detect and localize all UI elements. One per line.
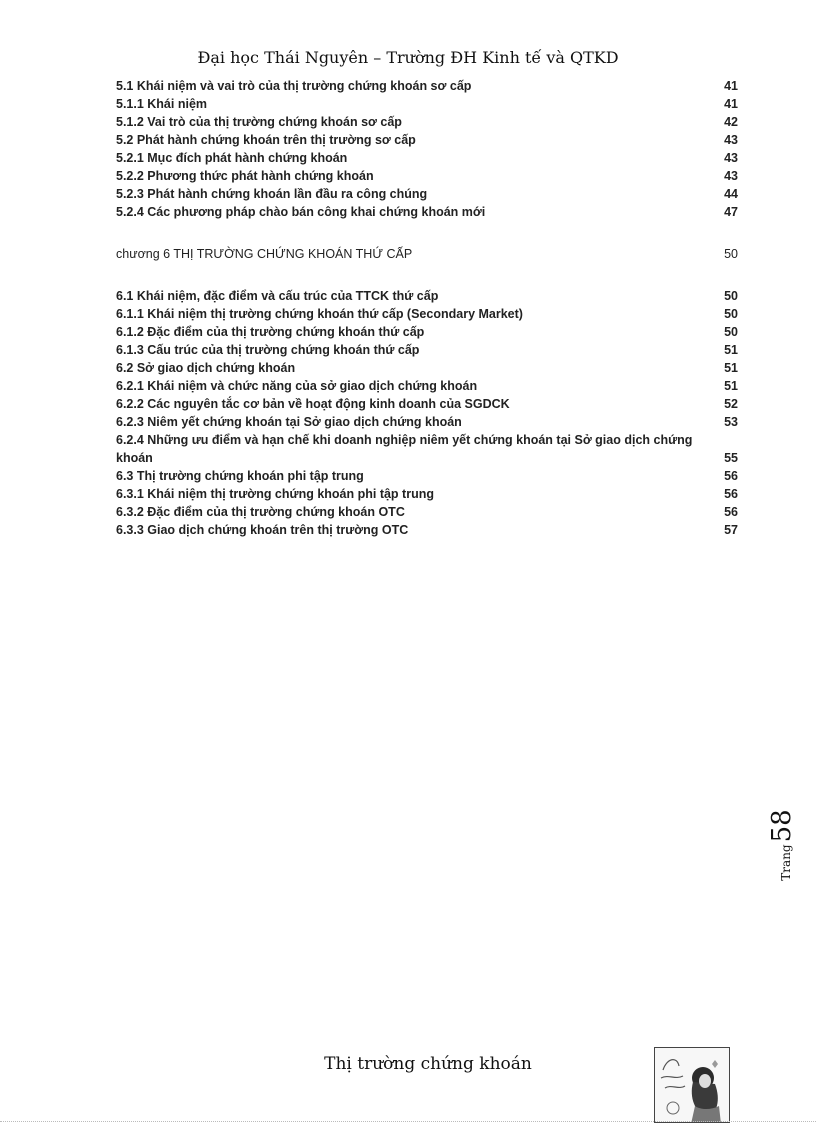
toc-entry-title: 5.1 Khái niệm và vai trò của thị trường chứng khoán sơ cấp: [116, 79, 472, 93]
toc-entry-title: 6.3 Thị trường chứng khoán phi tập trung: [116, 469, 364, 483]
footer-illustration: [654, 1047, 730, 1123]
page-number: 58: [767, 809, 797, 843]
toc-entry[interactable]: [116, 305, 738, 323]
toc-entry-page: 56: [724, 487, 738, 501]
toc-entry[interactable]: [116, 503, 738, 521]
toc-entry[interactable]: [116, 131, 738, 149]
toc-entry-page: 51: [724, 343, 738, 357]
page-word: Trang: [779, 844, 793, 881]
toc-group-chapter-5: [116, 77, 738, 221]
toc-entry-page: 50: [724, 325, 738, 339]
toc-entry-title: 5.2.4 Các phương pháp chào bán công khai chứng khoán mới: [116, 205, 486, 219]
toc-entry[interactable]: [116, 467, 738, 485]
toc-entry-title: 6.1 Khái niệm, đặc điểm và cấu trúc của TTCK thứ cấp: [116, 289, 439, 303]
page-header: Đại học Thái Nguyên – Trường ĐH Kinh tế và QTKD: [197, 48, 619, 67]
toc-entry[interactable]: [116, 341, 738, 359]
toc-entry-title: chương 6 THỊ TRƯỜNG CHỨNG KHOÁN THỨ CẤP: [116, 247, 413, 261]
toc-entry-title: 6.3.1 Khái niệm thị trường chứng khoán phi tập trung: [116, 487, 434, 501]
toc-entry-title: 6.2.2 Các nguyên tắc cơ bản về hoạt động kinh doanh của SGDCK: [116, 397, 510, 411]
toc-entry-page: 43: [724, 151, 738, 165]
toc-entry[interactable]: [116, 359, 738, 377]
toc-entry-page: 43: [724, 169, 738, 183]
toc-entry[interactable]: [116, 377, 738, 395]
toc-entry-page: 57: [724, 523, 738, 537]
toc-entry-title: 5.2.3 Phát hành chứng khoán lần đầu ra công chúng: [116, 187, 428, 201]
toc-entry-title: 6.2.4 Những ưu điểm và hạn chế khi doanh nghiệp niêm yết chứng khoán tại Sở giao dịch chứng khoán: [116, 433, 693, 465]
toc-entry-page: 51: [724, 379, 738, 393]
toc-entry-title: 5.1.1 Khái niệm: [116, 97, 208, 111]
toc-entry-page: 50: [724, 289, 738, 303]
toc-entry-page: 50: [724, 247, 738, 261]
toc-entry-page: 53: [724, 415, 738, 429]
toc-entry-title: 6.3.2 Đặc điểm của thị trường chứng khoán OTC: [116, 505, 405, 519]
toc-entry-title: 6.2.1 Khái niệm và chức năng của sở giao dịch chứng khoán: [116, 379, 478, 393]
toc-entry[interactable]: [116, 113, 738, 131]
toc-entry[interactable]: [116, 203, 738, 221]
toc-entry-title: 6.1.2 Đặc điểm của thị trường chứng khoán thứ cấp: [116, 325, 425, 339]
toc-entry[interactable]: [116, 521, 738, 539]
toc-entry-title: 5.2.1 Mục đích phát hành chứng khoán: [116, 151, 348, 165]
toc-entry-title: 5.2.2 Phương thức phát hành chứng khoán: [116, 169, 374, 183]
toc-entry[interactable]: [116, 95, 738, 113]
toc-entry-page: 50: [724, 307, 738, 321]
toc-entry-title: 6.3.3 Giao dịch chứng khoán trên thị trường OTC: [116, 523, 409, 537]
toc-entry-page: 51: [724, 361, 738, 375]
toc-entry[interactable]: [116, 413, 738, 431]
toc-entry[interactable]: [116, 485, 738, 503]
toc-chapter-heading[interactable]: [116, 245, 738, 263]
toc-entry[interactable]: [116, 395, 738, 413]
toc-entry-title: 6.1.1 Khái niệm thị trường chứng khoán thứ cấp (Secondary Market): [116, 307, 523, 321]
toc-entry-page: 41: [724, 97, 738, 111]
page-number-label: [765, 800, 799, 890]
footer-title: Thị trường chứng khoán: [324, 1054, 532, 1074]
toc-entry[interactable]: [116, 167, 738, 185]
toc-entry-page: 55: [724, 451, 738, 465]
toc-entry-page: 43: [724, 133, 738, 147]
toc-entry-page: 42: [724, 115, 738, 129]
toc-entry[interactable]: [116, 149, 738, 167]
table-of-contents: [116, 77, 738, 539]
toc-entry[interactable]: [116, 287, 738, 305]
toc-group-chapter-6: [116, 287, 738, 539]
toc-entry-title: 6.2.3 Niêm yết chứng khoán tại Sở giao dịch chứng khoán: [116, 415, 462, 429]
toc-entry-title: 5.2 Phát hành chứng khoán trên thị trường sơ cấp: [116, 133, 416, 147]
toc-entry-title: 6.2 Sở giao dịch chứng khoán: [116, 361, 296, 375]
toc-entry-page: 41: [724, 79, 738, 93]
toc-entry[interactable]: [116, 77, 738, 95]
toc-entry-page: 56: [724, 505, 738, 519]
toc-entry[interactable]: [116, 185, 738, 203]
toc-entry-page: 56: [724, 469, 738, 483]
toc-entry-page: 47: [724, 205, 738, 219]
toc-entry[interactable]: [116, 431, 738, 467]
toc-entry-title: 5.1.2 Vai trò của thị trường chứng khoán sơ cấp: [116, 115, 402, 129]
bottom-divider: [0, 1121, 816, 1122]
toc-entry[interactable]: [116, 323, 738, 341]
toc-entry-title: 6.1.3 Cấu trúc của thị trường chứng khoán thứ cấp: [116, 343, 420, 357]
toc-entry-page: 52: [724, 397, 738, 411]
toc-entry-page: 44: [724, 187, 738, 201]
